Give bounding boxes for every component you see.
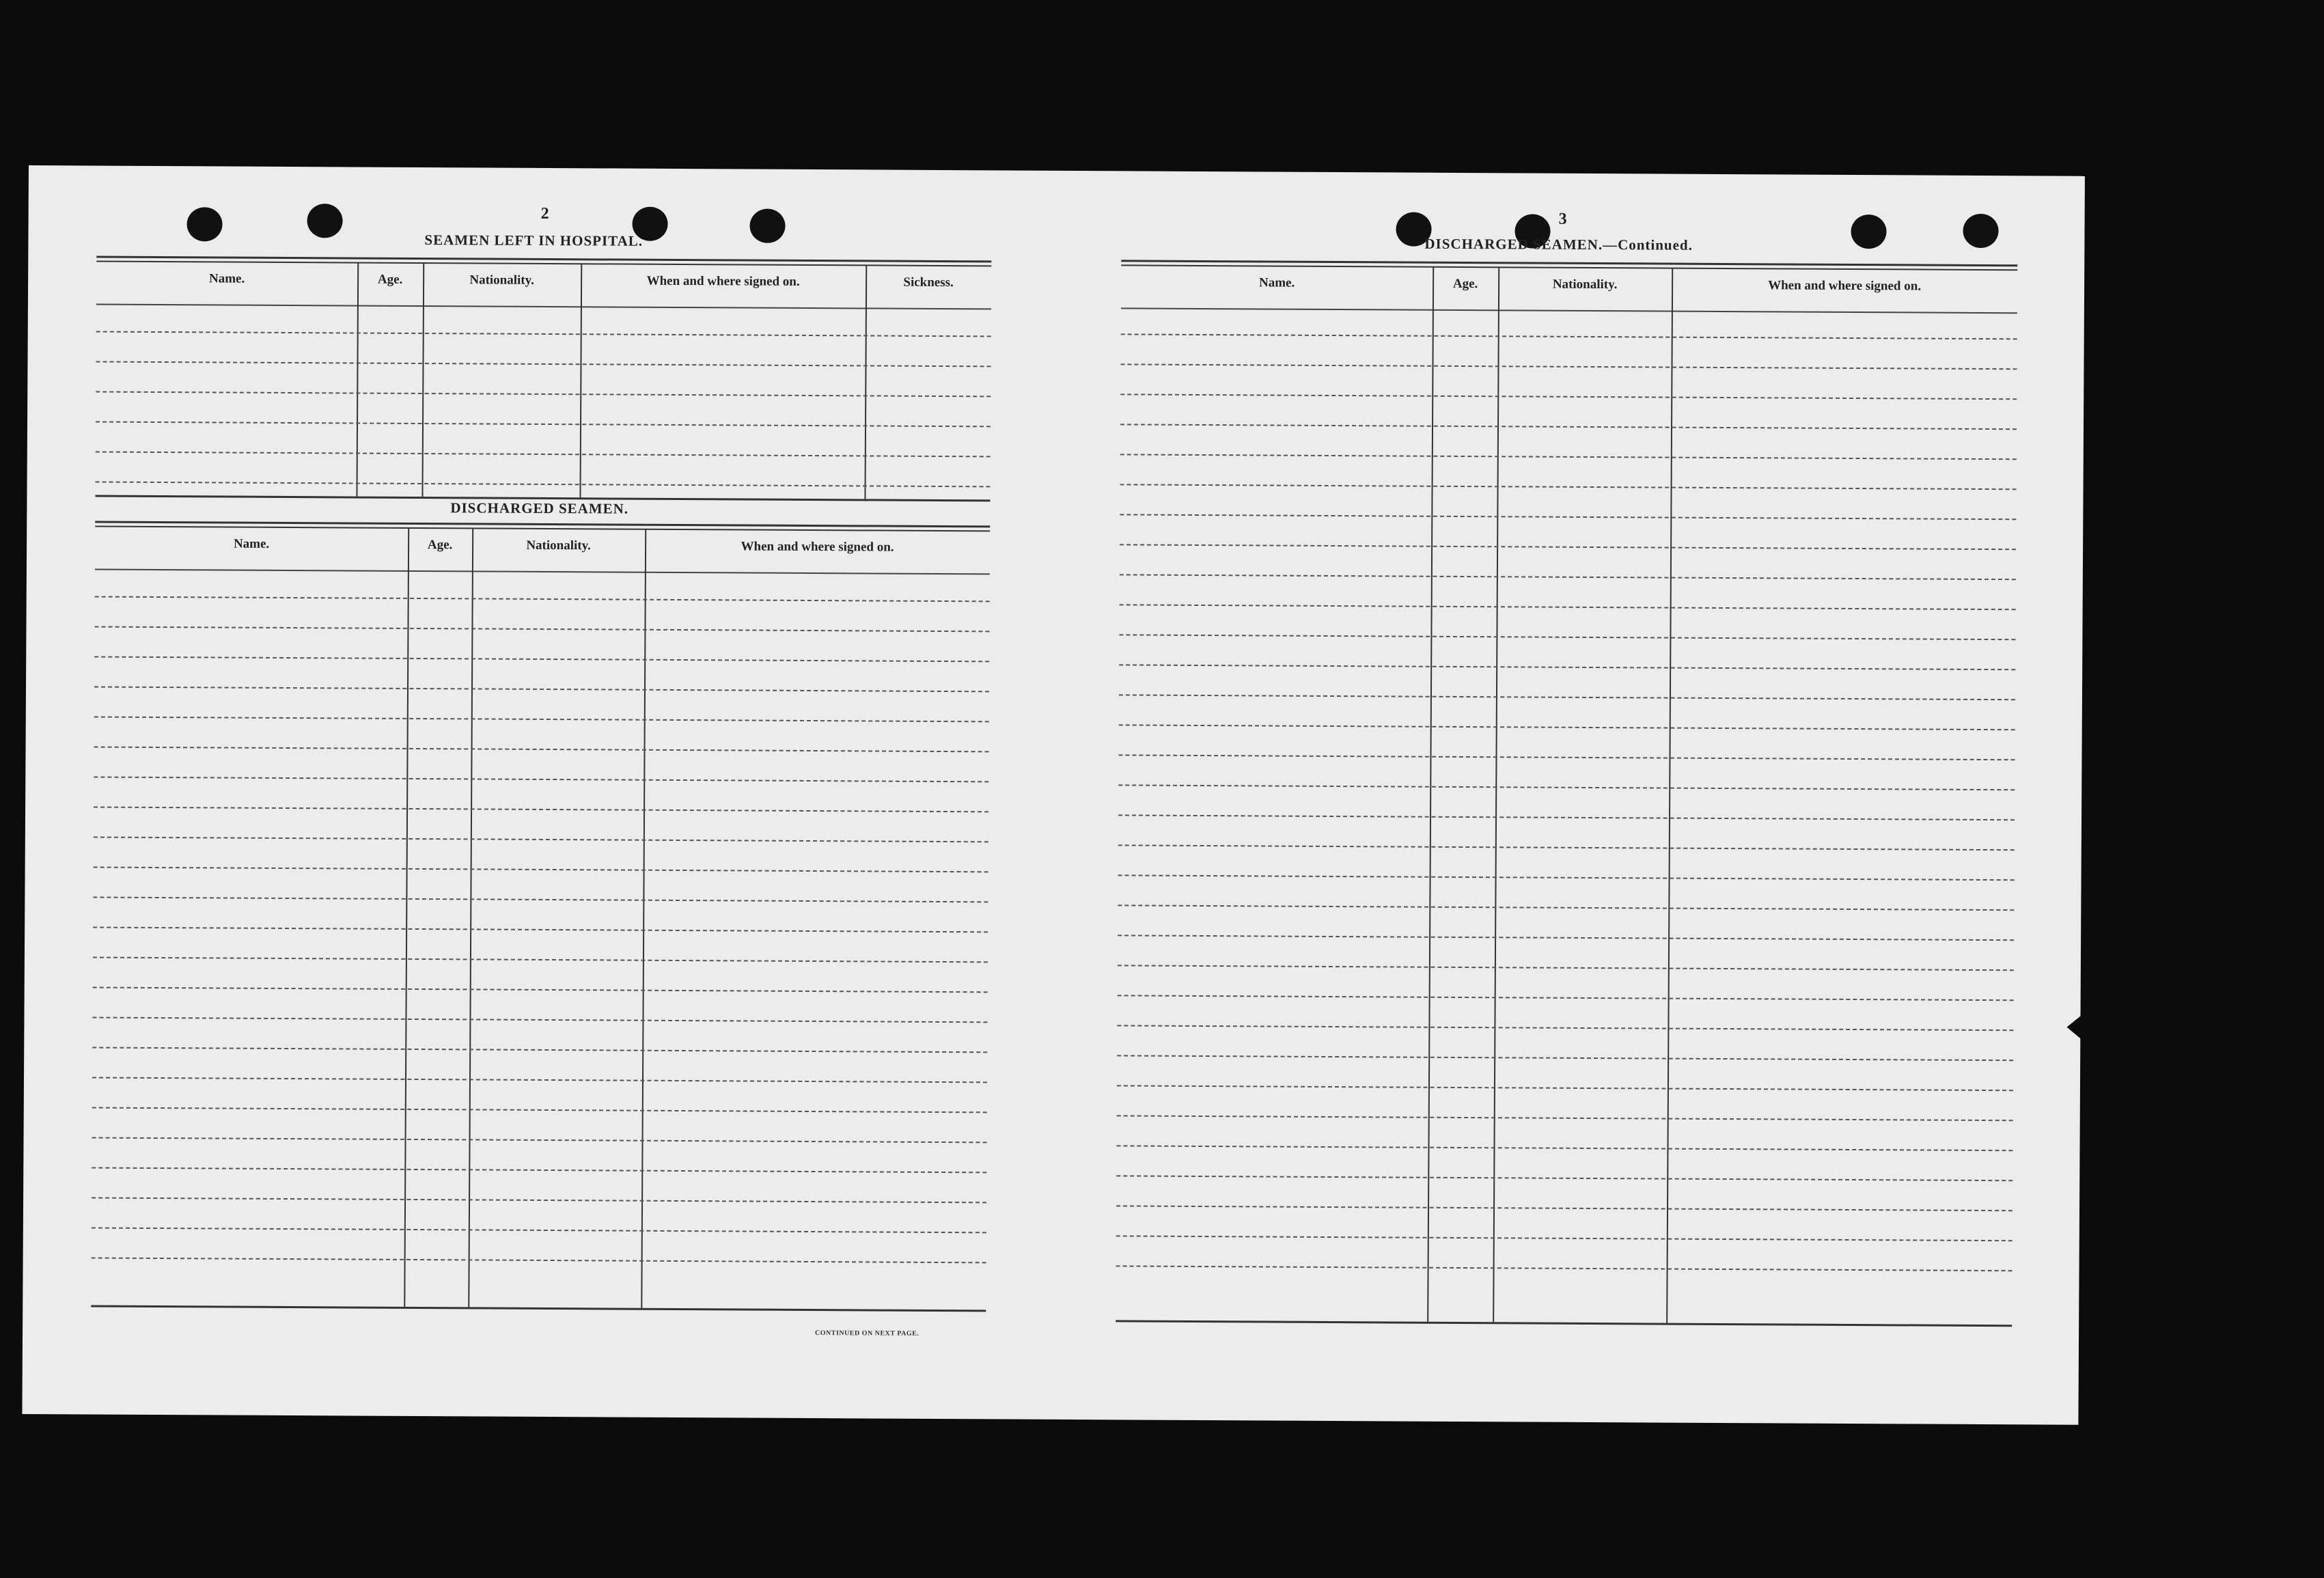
ruled-row — [1119, 694, 2015, 700]
ruled-row — [95, 596, 990, 603]
ruled-row — [1120, 363, 2017, 370]
ruled-row — [94, 837, 988, 843]
ruled-row — [1118, 874, 2015, 881]
punch-hole — [749, 209, 785, 243]
ruled-row — [1120, 574, 2016, 580]
column-divider — [404, 528, 409, 1307]
ruled-row — [92, 1198, 986, 1204]
ruled-row — [1117, 1025, 2013, 1031]
column-header: Name. — [233, 536, 270, 551]
column-header: Age. — [427, 538, 453, 553]
ruled-row — [96, 421, 991, 428]
discharged-table — [91, 521, 990, 1312]
column-divider — [864, 265, 867, 499]
ruled-row — [94, 807, 988, 813]
column-header: Nationality. — [1552, 277, 1618, 292]
ruled-row — [1116, 1205, 2012, 1211]
column-divider — [468, 528, 473, 1307]
column-header: Name. — [1258, 275, 1295, 290]
ruled-row — [92, 1228, 986, 1234]
ruled-row — [94, 687, 989, 693]
hospital-section-title: SEAMEN LEFT IN HOSPITAL. — [424, 232, 644, 249]
continued-section-title: DISCHARGED SEAMEN.—Continued. — [1424, 235, 1693, 253]
table-header-rule — [96, 304, 991, 310]
column-header: Sickness. — [903, 275, 954, 290]
table-header-rule — [1121, 307, 2017, 314]
ruled-row — [93, 987, 988, 993]
ruled-row — [1120, 604, 2016, 610]
ruled-row — [1118, 784, 2015, 790]
ruled-row — [92, 1137, 987, 1144]
page-number-left: 2 — [540, 204, 549, 223]
table-bottom-rule — [91, 1305, 986, 1312]
continued-note: CONTINUED ON NEXT PAGE. — [815, 1329, 919, 1338]
ruled-row — [94, 777, 988, 783]
ruled-row — [92, 1047, 987, 1053]
ruled-row — [94, 867, 988, 873]
ruled-row — [94, 717, 989, 723]
ruled-row — [92, 1167, 986, 1174]
ruled-row — [94, 656, 989, 663]
column-header: When and where signed on. — [646, 273, 800, 289]
column-header: Nationality. — [469, 273, 534, 288]
column-header: Name. — [208, 271, 245, 286]
discharged-section-title: DISCHARGED SEAMEN. — [450, 499, 629, 517]
column-header: Nationality. — [526, 538, 591, 553]
ruled-row — [1119, 724, 2015, 730]
ruled-row — [1117, 1085, 2013, 1091]
ruled-row — [92, 1107, 987, 1113]
form-sheet — [22, 165, 2085, 1425]
table-bottom-rule — [1116, 1320, 2012, 1327]
column-divider — [421, 263, 424, 497]
ruled-row — [1117, 1145, 2013, 1151]
column-divider — [356, 263, 359, 497]
column-header: Age. — [377, 272, 403, 287]
ruled-row — [1120, 514, 2016, 520]
ruled-row — [94, 626, 989, 633]
ruled-row — [1118, 935, 2014, 941]
ruled-row — [1117, 1115, 2013, 1121]
ruled-row — [1121, 333, 2017, 340]
hospital-table — [95, 256, 991, 503]
ruled-row — [1117, 1055, 2013, 1061]
ruled-row — [1119, 634, 2015, 640]
ruled-row — [1118, 844, 2015, 850]
ruled-row — [1118, 904, 2014, 911]
column-header: Age. — [1452, 276, 1478, 292]
punch-hole — [307, 204, 342, 238]
punch-hole — [1963, 214, 1998, 248]
ruled-row — [1120, 454, 2017, 460]
ruled-row — [96, 391, 991, 398]
column-divider — [641, 529, 646, 1308]
ruled-row — [93, 957, 988, 963]
ruled-row — [1118, 995, 2014, 1001]
ruled-row — [93, 927, 988, 933]
ruled-row — [1118, 965, 2014, 971]
column-header: When and where signed on. — [1768, 278, 1922, 294]
discharged-continued-table — [1116, 260, 2017, 1327]
ruled-row — [1120, 393, 2017, 400]
ruled-row — [96, 331, 991, 337]
ruled-row — [94, 747, 989, 753]
ruled-row — [1120, 544, 2016, 550]
ruled-row — [1116, 1175, 2012, 1181]
paper-notch — [2066, 1015, 2081, 1040]
ruled-row — [1118, 814, 2015, 820]
ruled-row — [1120, 424, 2017, 430]
page-number-right: 3 — [1558, 210, 1567, 228]
ruled-row — [1119, 664, 2015, 670]
ruled-row — [1120, 484, 2017, 490]
ruled-row — [96, 482, 991, 488]
ruled-row — [96, 361, 991, 368]
ruled-row — [92, 1017, 987, 1023]
column-divider — [579, 264, 582, 497]
ruled-row — [92, 1077, 987, 1083]
ruled-row — [1118, 754, 2015, 760]
ruled-row — [1116, 1265, 2012, 1271]
punch-hole — [1851, 214, 1886, 249]
punch-hole — [186, 207, 222, 241]
ruled-row — [1116, 1235, 2012, 1241]
column-header: When and where signed on. — [741, 539, 894, 555]
ruled-row — [96, 452, 991, 458]
ruled-row — [93, 897, 988, 903]
ruled-row — [92, 1258, 986, 1264]
table-header-rule — [95, 569, 990, 575]
